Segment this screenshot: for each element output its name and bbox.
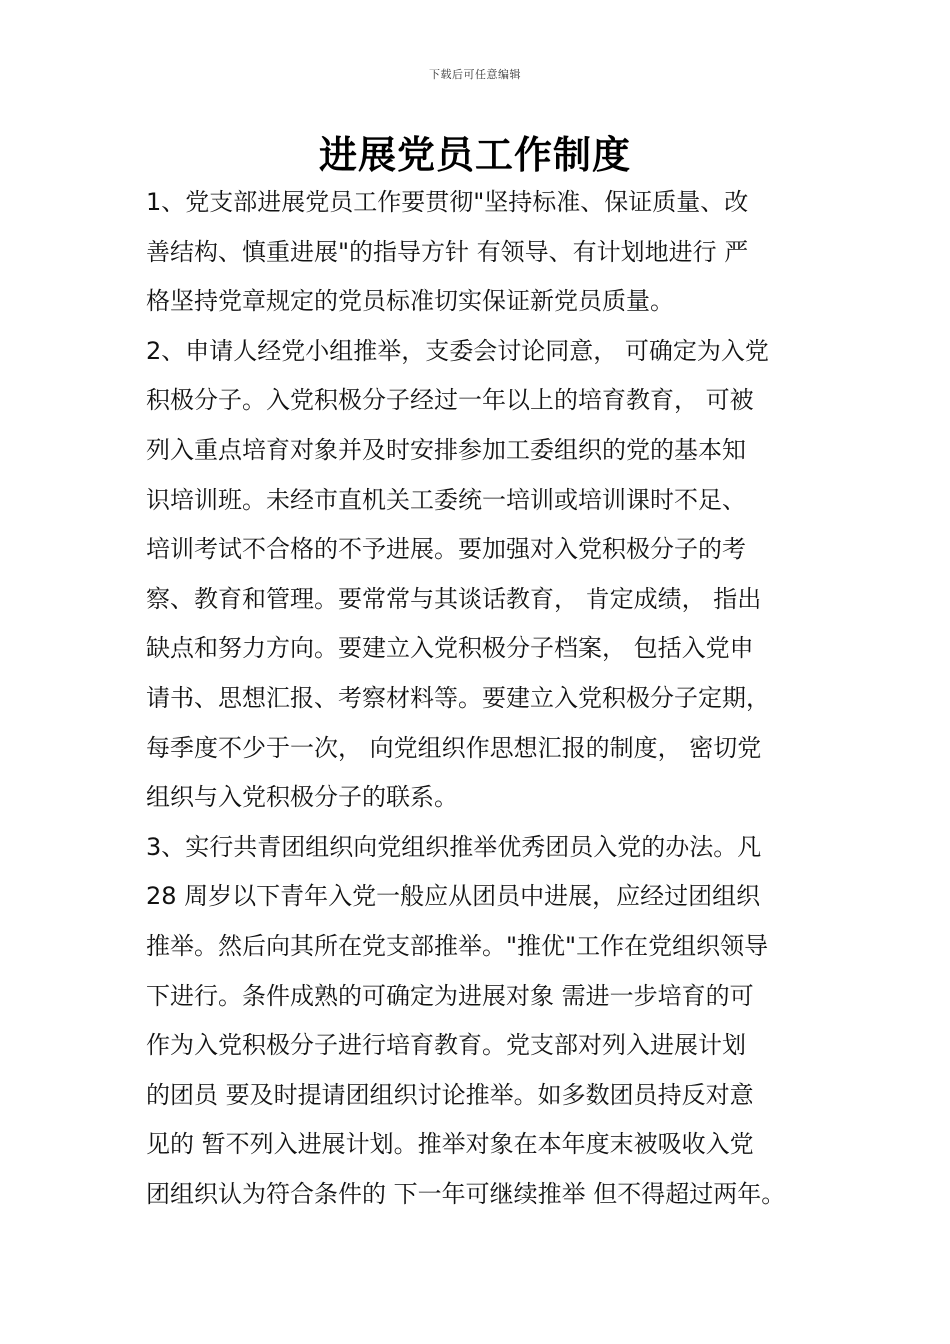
body-line: 2、申请人经党小组推举，支委会讨论同意， 可确定为入党 — [146, 336, 769, 365]
body-line: 组织与入党积极分子的联系。 — [146, 783, 458, 812]
body-line: 下进行。条件成熟的可确定为进展对象 需进一步培育的可 — [146, 981, 754, 1010]
body-line: 28 周岁以下青年入党一般应从团员中进展，应经过团组织 — [146, 882, 761, 911]
body-line: 请书、思想汇报、考察材料等。要建立入党积极分子定期， — [146, 683, 770, 712]
body-line: 3、实行共青团组织向党组织推举优秀团员入党的办法。凡 — [146, 832, 762, 861]
body-line: 格坚持党章规定的党员标准切实保证新党员质量。 — [146, 287, 674, 316]
body-line: 列入重点培育对象并及时安排参加工委组织的党的基本知 — [146, 435, 746, 464]
document-body — [146, 178, 818, 1219]
body-line: 的团员 要及时提请团组织讨论推举。如多数团员持反对意 — [146, 1080, 754, 1109]
body-line: 善结构、慎重进展"的指导方针 有领导、有计划地进行 严 — [146, 237, 749, 266]
body-line: 1、党支部进展党员工作要贯彻"坚持标准、保证质量、改 — [146, 188, 749, 216]
header-note: 下载后可任意编辑 — [429, 68, 521, 81]
body-line: 缺点和努力方向。要建立入党积极分子档案， 包括入党申 — [146, 634, 754, 663]
body-line: 见的 暂不列入进展计划。推举对象在本年度末被吸收入党 — [146, 1130, 754, 1159]
body-line: 作为入党积极分子进行培育教育。党支部对列入进展计划 — [146, 1031, 746, 1060]
body-line: 团组织认为符合条件的 下一年可继续推举 但不得超过两年。 — [146, 1179, 786, 1208]
body-line: 察、教育和管理。要常常与其谈话教育， 肯定成绩， 指出 — [146, 584, 762, 613]
body-line: 识培训班。未经市直机关工委统一培训或培训课时不足、 — [146, 485, 746, 514]
document-title: 进展党员工作制度 — [318, 132, 631, 177]
body-line: 积极分子。入党积极分子经过一年以上的培育教育， 可被 — [146, 386, 754, 415]
body-line: 推举。然后向其所在党支部推举。"推优"工作在党组织领导 — [146, 931, 769, 960]
body-line: 培训考试不合格的不予进展。要加强对入党积极分子的考 — [146, 535, 746, 564]
body-line: 每季度不少于一次， 向党组织作思想汇报的制度， 密切党 — [146, 733, 762, 762]
